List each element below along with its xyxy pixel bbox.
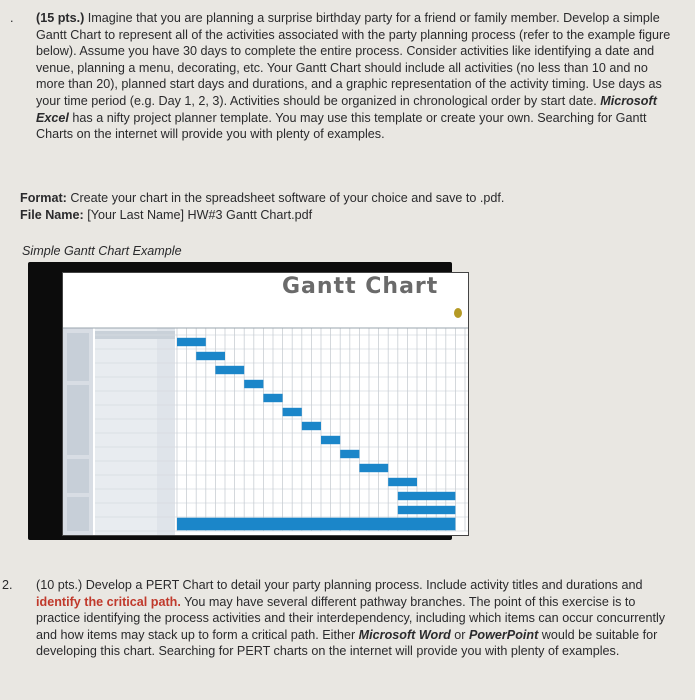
file-name-value: [Your Last Name] HW#3 Gantt Chart.pdf [83, 207, 313, 222]
gantt-bar [302, 422, 321, 430]
file-name-line [20, 207, 680, 224]
gantt-bar [398, 492, 456, 500]
question-2-body-3: would be suitable for developing this chart. Searching for PERT charts on the internet will provide you with plenty of examples. [36, 627, 658, 659]
question-1-text [36, 10, 680, 143]
gantt-bar [340, 450, 359, 458]
question-2-text [36, 577, 680, 660]
question-1 [10, 10, 680, 143]
gantt-bar [215, 366, 244, 374]
gantt-bar [398, 506, 456, 514]
gantt-chart-svg [63, 273, 468, 535]
format-value: Create your chart in the spreadsheet software of your choice and save to .pdf. [66, 191, 505, 205]
gantt-bar [283, 408, 302, 416]
gantt-bar [321, 436, 340, 444]
question-2 [2, 577, 680, 660]
example-caption: Simple Gantt Chart Example [22, 244, 182, 258]
format-label: Format: [20, 191, 67, 205]
word-mention: Microsoft Word [358, 627, 451, 642]
question-1-body-1: Imagine that you are planning a surprise birthday party for a friend or family member. Develop a simple Gantt Chart to represent all of the activities associated with the party planning process (refer to the example figure below). Assume you have 30 days to complete the entire process. Consider activities like identifying a date and venue, planning a menu, decorating, etc. Your Gantt Chart should include all activities (no less than 10 and no more than 20), planned start days and durations, and a graphic representation of the activity timing. Use days as your time period (e.g. Day 1, 2, 3). Activities should be organized in chronological order by start date. [36, 11, 671, 108]
format-line [20, 190, 680, 207]
question-1-points: (15 pts.) [36, 11, 85, 25]
question-1-marker: . [10, 11, 14, 25]
question-2-body-2: You may have several different pathway branches. The point of this exercise is to practice identifying the process activities and their interdependency, including which items can occur concurrently and how items may stack up to form a critical path. Either [36, 594, 666, 642]
submission-format [20, 190, 680, 223]
gantt-bar [263, 394, 282, 402]
question-2-points: (10 pts.) [36, 578, 83, 592]
file-name-label: File Name: [20, 207, 84, 222]
gantt-bar [388, 478, 417, 486]
critical-path-emphasis: identify the critical path. [36, 594, 181, 609]
gantt-bar [177, 338, 206, 346]
excel-mention: Microsoft Excel [36, 93, 657, 125]
question-2-body-1: Develop a PERT Chart to detail your party planning process. Include activity titles and durations and [82, 578, 643, 592]
gantt-bar [196, 352, 225, 360]
question-1-body-2: has a nifty project planner template. You may use this template or create your own. Searching for Gantt Charts on the internet will provide you with plenty of examples. [36, 110, 647, 142]
gantt-bar [177, 518, 455, 531]
gantt-example-image [28, 262, 452, 540]
gantt-chart-title: Gantt Chart [282, 274, 439, 299]
pushpin-dot [454, 308, 462, 318]
gantt-bar [359, 464, 388, 472]
question-2-or: or [450, 627, 469, 642]
question-2-number: 2. [2, 578, 13, 592]
gantt-sheet [62, 272, 469, 536]
powerpoint-mention: PowerPoint [469, 627, 539, 642]
gantt-bar [244, 380, 263, 388]
